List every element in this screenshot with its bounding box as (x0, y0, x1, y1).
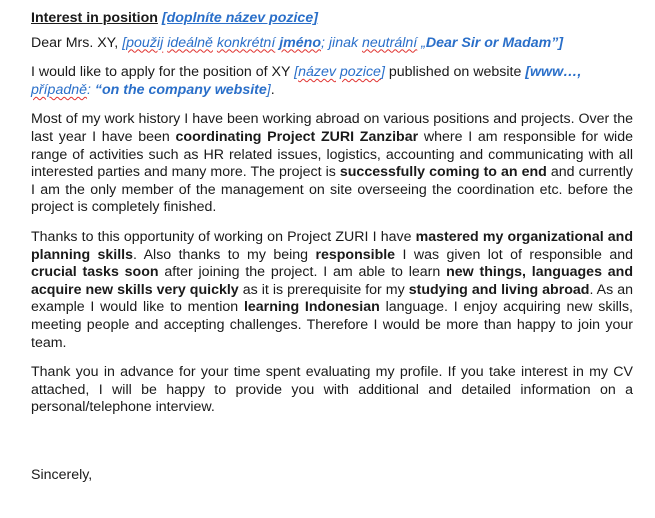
position-placeholder: pozice (339, 64, 381, 81)
intro-text: I would like to apply for the position of XY (31, 64, 295, 81)
greeting-note-word: konkrétní (216, 34, 276, 51)
signoff: Sincerely, (31, 466, 93, 483)
intro-paragraph (31, 64, 633, 99)
body-text: . Also thanks to my being (133, 246, 316, 263)
website-placeholder: [www…, (525, 64, 582, 81)
website-placeholder-close: ] (266, 81, 271, 98)
highlight-text: crucial tasks soon (31, 264, 159, 281)
greeting-note-word: ; jinak (321, 34, 359, 51)
position-placeholder-close: ] (380, 64, 385, 81)
intro-text: . (270, 81, 275, 98)
closing-paragraph: Thank you in advance for your time spent evaluating my profile. If you take interest in my CV attached, I will be happy to provide you with additional and detailed information on a personal/telephone interview. (31, 364, 633, 416)
highlight-text: coordinating Project ZURI Zanzibar (175, 128, 419, 145)
greeting-note-word: neutrální (362, 34, 418, 51)
greeting-note-word: použij (126, 34, 164, 51)
body-text: as it is prerequisite for my (238, 281, 409, 298)
highlight-text: new things, languages and acquire new skills very quickly (31, 264, 633, 298)
body-text: language. I enjoy acquiring new skills, meeting people and accepting challenges. Therefore I would be more than happy to join your team. (31, 299, 633, 351)
body-text: and currently I am the only member of the management on site overseeing the coordination etc. before the project is completely finished. (31, 164, 633, 216)
greeting-note-name: jméno (279, 34, 321, 51)
website-placeholder: případně (31, 81, 88, 98)
highlight-text: successfully coming to an end (339, 164, 547, 181)
website-placeholder: : (87, 81, 95, 98)
intro-text: published on website (384, 64, 526, 81)
highlight-text: mastered my organizational and planning skills (31, 228, 634, 263)
spacer (31, 429, 633, 467)
work-history-paragraph (31, 111, 633, 217)
highlight-text: responsible (315, 246, 396, 263)
skills-paragraph (31, 229, 633, 352)
subject-label: Interest in position (31, 10, 158, 26)
body-text: . As an example I would like to mention (31, 281, 633, 316)
subject-placeholder: [doplníte název pozice] (161, 10, 318, 26)
website-placeholder: “on the company website (94, 81, 267, 98)
greeting-note-quote: „ (417, 34, 426, 51)
position-placeholder: název (298, 64, 336, 81)
highlight-text: studying and living abroad (408, 281, 590, 298)
highlight-text: learning Indonesian (243, 299, 380, 316)
subject-line (31, 10, 633, 28)
greeting-note-open: [ (122, 34, 127, 51)
salutation: Dear Mrs. XY, (31, 34, 123, 51)
greeting-note-word: ideálně (167, 34, 213, 51)
body-text: I was given lot of responsible and (395, 246, 634, 263)
body-text: Most of my work history I have been working abroad on various positions and projects. Over the last year I have been (31, 111, 633, 145)
body-text: Thanks to this opportunity of working on Project ZURI I have (31, 228, 416, 245)
greeting-note-close: ”] (551, 34, 564, 51)
body-text: after joining the project. I am able to learn (158, 264, 447, 281)
greeting-line (31, 35, 633, 53)
greeting-alternative: Dear Sir or Madam (425, 34, 552, 51)
body-text: where I am responsible for wide range of activities such as HR related issues, logistics, accounting and communicating with all interested parties and many more. The project is (31, 128, 633, 181)
position-placeholder-open: [ (294, 64, 299, 81)
